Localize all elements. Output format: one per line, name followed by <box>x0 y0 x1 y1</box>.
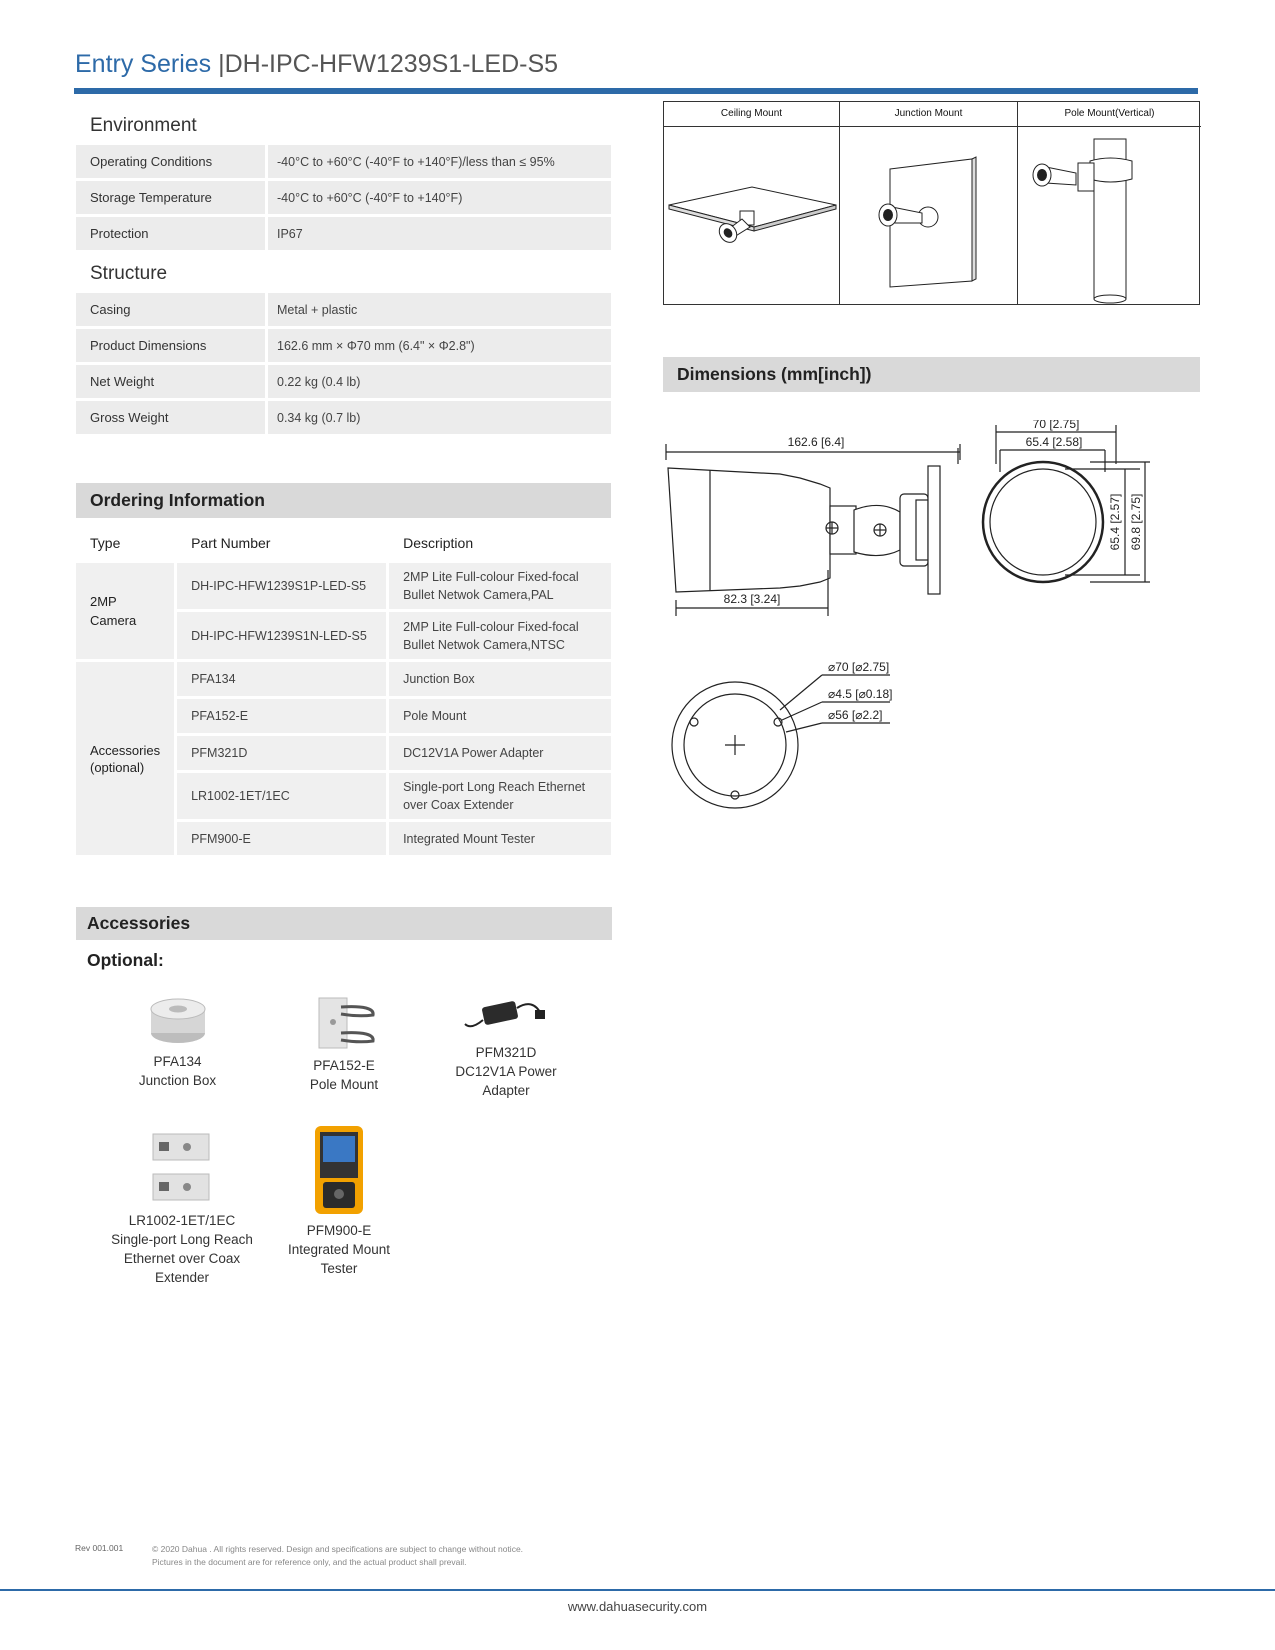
dim-outer-height-label: 69.8 [2.75] <box>1129 493 1143 551</box>
ceiling-mount-diagram <box>664 127 839 305</box>
accessory-name: LR1002-1ET/1EC <box>128 1213 236 1228</box>
part-description: Pole Mount <box>388 698 611 735</box>
dim-length-label: 162.6 [6.4] <box>787 435 845 449</box>
part-number: LR1002-1ET/1EC <box>176 772 388 821</box>
junction-mount-diagram <box>840 127 1017 305</box>
page-title <box>75 50 558 79</box>
dim-inner-width-label: 65.4 [2.58] <box>1025 435 1083 449</box>
accessory-label: Pole Mount <box>309 1077 379 1092</box>
accessory-name: PFM321D <box>475 1045 537 1060</box>
mount-tester-image <box>311 1124 367 1216</box>
spec-key: Net Weight <box>76 365 268 398</box>
accessory-item <box>278 1124 400 1278</box>
accessory-item <box>120 995 235 1090</box>
spec-value: 0.34 kg (0.7 lb) <box>268 401 611 434</box>
website-link[interactable]: www.dahuasecurity.com <box>567 1599 708 1614</box>
spec-row <box>76 181 611 214</box>
accessory-item <box>450 990 562 1100</box>
table-row <box>76 661 611 698</box>
spec-key: Gross Weight <box>76 401 268 434</box>
accessory-item <box>111 1130 253 1287</box>
revision-label: Rev 001.001 <box>75 1543 124 1553</box>
spec-value: IP67 <box>268 217 611 250</box>
part-description: 2MP Lite Full-colour Fixed-focal Bullet Netwok Camera,PAL <box>388 562 611 611</box>
dim-base-diameter-label: ⌀70 [⌀2.75] <box>828 660 890 674</box>
structure-title: Structure <box>90 263 168 284</box>
footer-rule <box>0 1589 1275 1591</box>
part-number: PFA152-E <box>176 698 388 735</box>
mount-caption: Junction Mount <box>840 102 1017 127</box>
accessory-label: Single-port Long Reach Ethernet over Coax Extender <box>111 1232 253 1285</box>
accessory-label: Junction Box <box>138 1073 217 1088</box>
mount-caption: Ceiling Mount <box>664 102 839 127</box>
type-cell: Accessories (optional) <box>76 661 176 857</box>
accessory-label: Integrated Mount Tester <box>287 1242 391 1276</box>
dim-pcd-label: ⌀56 [⌀2.2] <box>828 708 883 722</box>
dim-body-label: 82.3 [3.24] <box>723 592 781 606</box>
spec-key: Casing <box>76 293 268 326</box>
part-description: Integrated Mount Tester <box>388 821 611 857</box>
column-header: Part Number <box>176 526 388 562</box>
part-number: PFM321D <box>176 735 388 772</box>
accessory-name: PFA152-E <box>313 1058 375 1073</box>
accessory-name: PFM900-E <box>306 1223 372 1238</box>
spec-value: -40°C to +60°C (-40°F to +140°F)/less than ≤ 95% <box>268 145 611 178</box>
title-separator: | <box>218 50 225 78</box>
type-cell: 2MP Camera <box>76 562 176 661</box>
coax-extender-image <box>149 1130 215 1206</box>
dimensions-title: Dimensions (mm[inch]) <box>663 357 1200 392</box>
part-description: 2MP Lite Full-colour Fixed-focal Bullet Netwok Camera,NTSC <box>388 611 611 661</box>
spec-row <box>76 329 611 362</box>
ordering-table <box>76 526 611 858</box>
mount-cell-junction <box>840 102 1018 304</box>
part-description: DC12V1A Power Adapter <box>388 735 611 772</box>
accessory-label: DC12V1A Power Adapter <box>455 1064 557 1098</box>
header-rule <box>74 88 1198 94</box>
series-name: Entry Series <box>75 50 212 78</box>
accessories-subtitle: Optional: <box>87 950 164 970</box>
spec-key: Storage Temperature <box>76 181 268 214</box>
power-adapter-image <box>463 990 549 1038</box>
column-header: Description <box>388 526 611 562</box>
mount-cell-ceiling <box>664 102 840 304</box>
mount-options-table <box>663 101 1200 305</box>
accessory-name: PFA134 <box>153 1054 202 1069</box>
dim-outer-width-label: 70 [2.75] <box>1032 420 1080 431</box>
copyright-notice <box>152 1543 523 1569</box>
part-number: DH-IPC-HFW1239S1N-LED-S5 <box>176 611 388 661</box>
column-header: Type <box>90 535 121 551</box>
table-row <box>76 562 611 611</box>
ordering-header-row <box>76 526 611 562</box>
pole-mount-diagram <box>1018 127 1200 305</box>
dimension-drawing <box>660 420 1205 840</box>
spec-value: -40°C to +60°C (-40°F to +140°F) <box>268 181 611 214</box>
spec-row <box>76 217 611 250</box>
spec-key: Product Dimensions <box>76 329 268 362</box>
junction-box-image <box>148 995 208 1047</box>
spec-value: 162.6 mm × Φ70 mm (6.4" × Φ2.8") <box>268 329 611 362</box>
part-description: Single-port Long Reach Ethernet over Coax Extender <box>388 772 611 821</box>
camera-side-view <box>666 444 960 616</box>
part-number: DH-IPC-HFW1239S1P-LED-S5 <box>176 562 388 611</box>
disclaimer-line: Pictures in the document are for reference only, and the actual product shall prevail. <box>152 1557 467 1567</box>
part-description: Junction Box <box>388 661 611 698</box>
copyright-line: © 2020 Dahua . All rights reserved. Design and specifications are subject to change without notice. <box>152 1544 524 1554</box>
dim-inner-height-label: 65.4 [2.57] <box>1108 493 1122 551</box>
mount-caption: Pole Mount(Vertical) <box>1018 102 1201 127</box>
part-number: PFA134 <box>176 661 388 698</box>
accessory-item <box>283 995 405 1094</box>
dim-hole-diameter-label: ⌀4.5 [⌀0.18] <box>828 687 893 701</box>
spec-row <box>76 365 611 398</box>
spec-value: 0.22 kg (0.4 lb) <box>268 365 611 398</box>
environment-title: Environment <box>90 115 197 136</box>
structure-table <box>76 290 611 437</box>
spec-row <box>76 145 611 178</box>
spec-row <box>76 293 611 326</box>
spec-key: Operating Conditions <box>76 145 268 178</box>
part-number: PFM900-E <box>176 821 388 857</box>
spec-value: Metal + plastic <box>268 293 611 326</box>
ordering-title: Ordering Information <box>76 483 611 518</box>
mount-cell-pole <box>1018 102 1201 304</box>
model-name: DH-IPC-HFW1239S1-LED-S5 <box>224 50 559 78</box>
spec-row <box>76 401 611 434</box>
pole-mount-image <box>311 995 377 1051</box>
accessories-title: Accessories <box>76 907 612 940</box>
spec-key: Protection <box>76 217 268 250</box>
environment-table <box>76 142 611 253</box>
